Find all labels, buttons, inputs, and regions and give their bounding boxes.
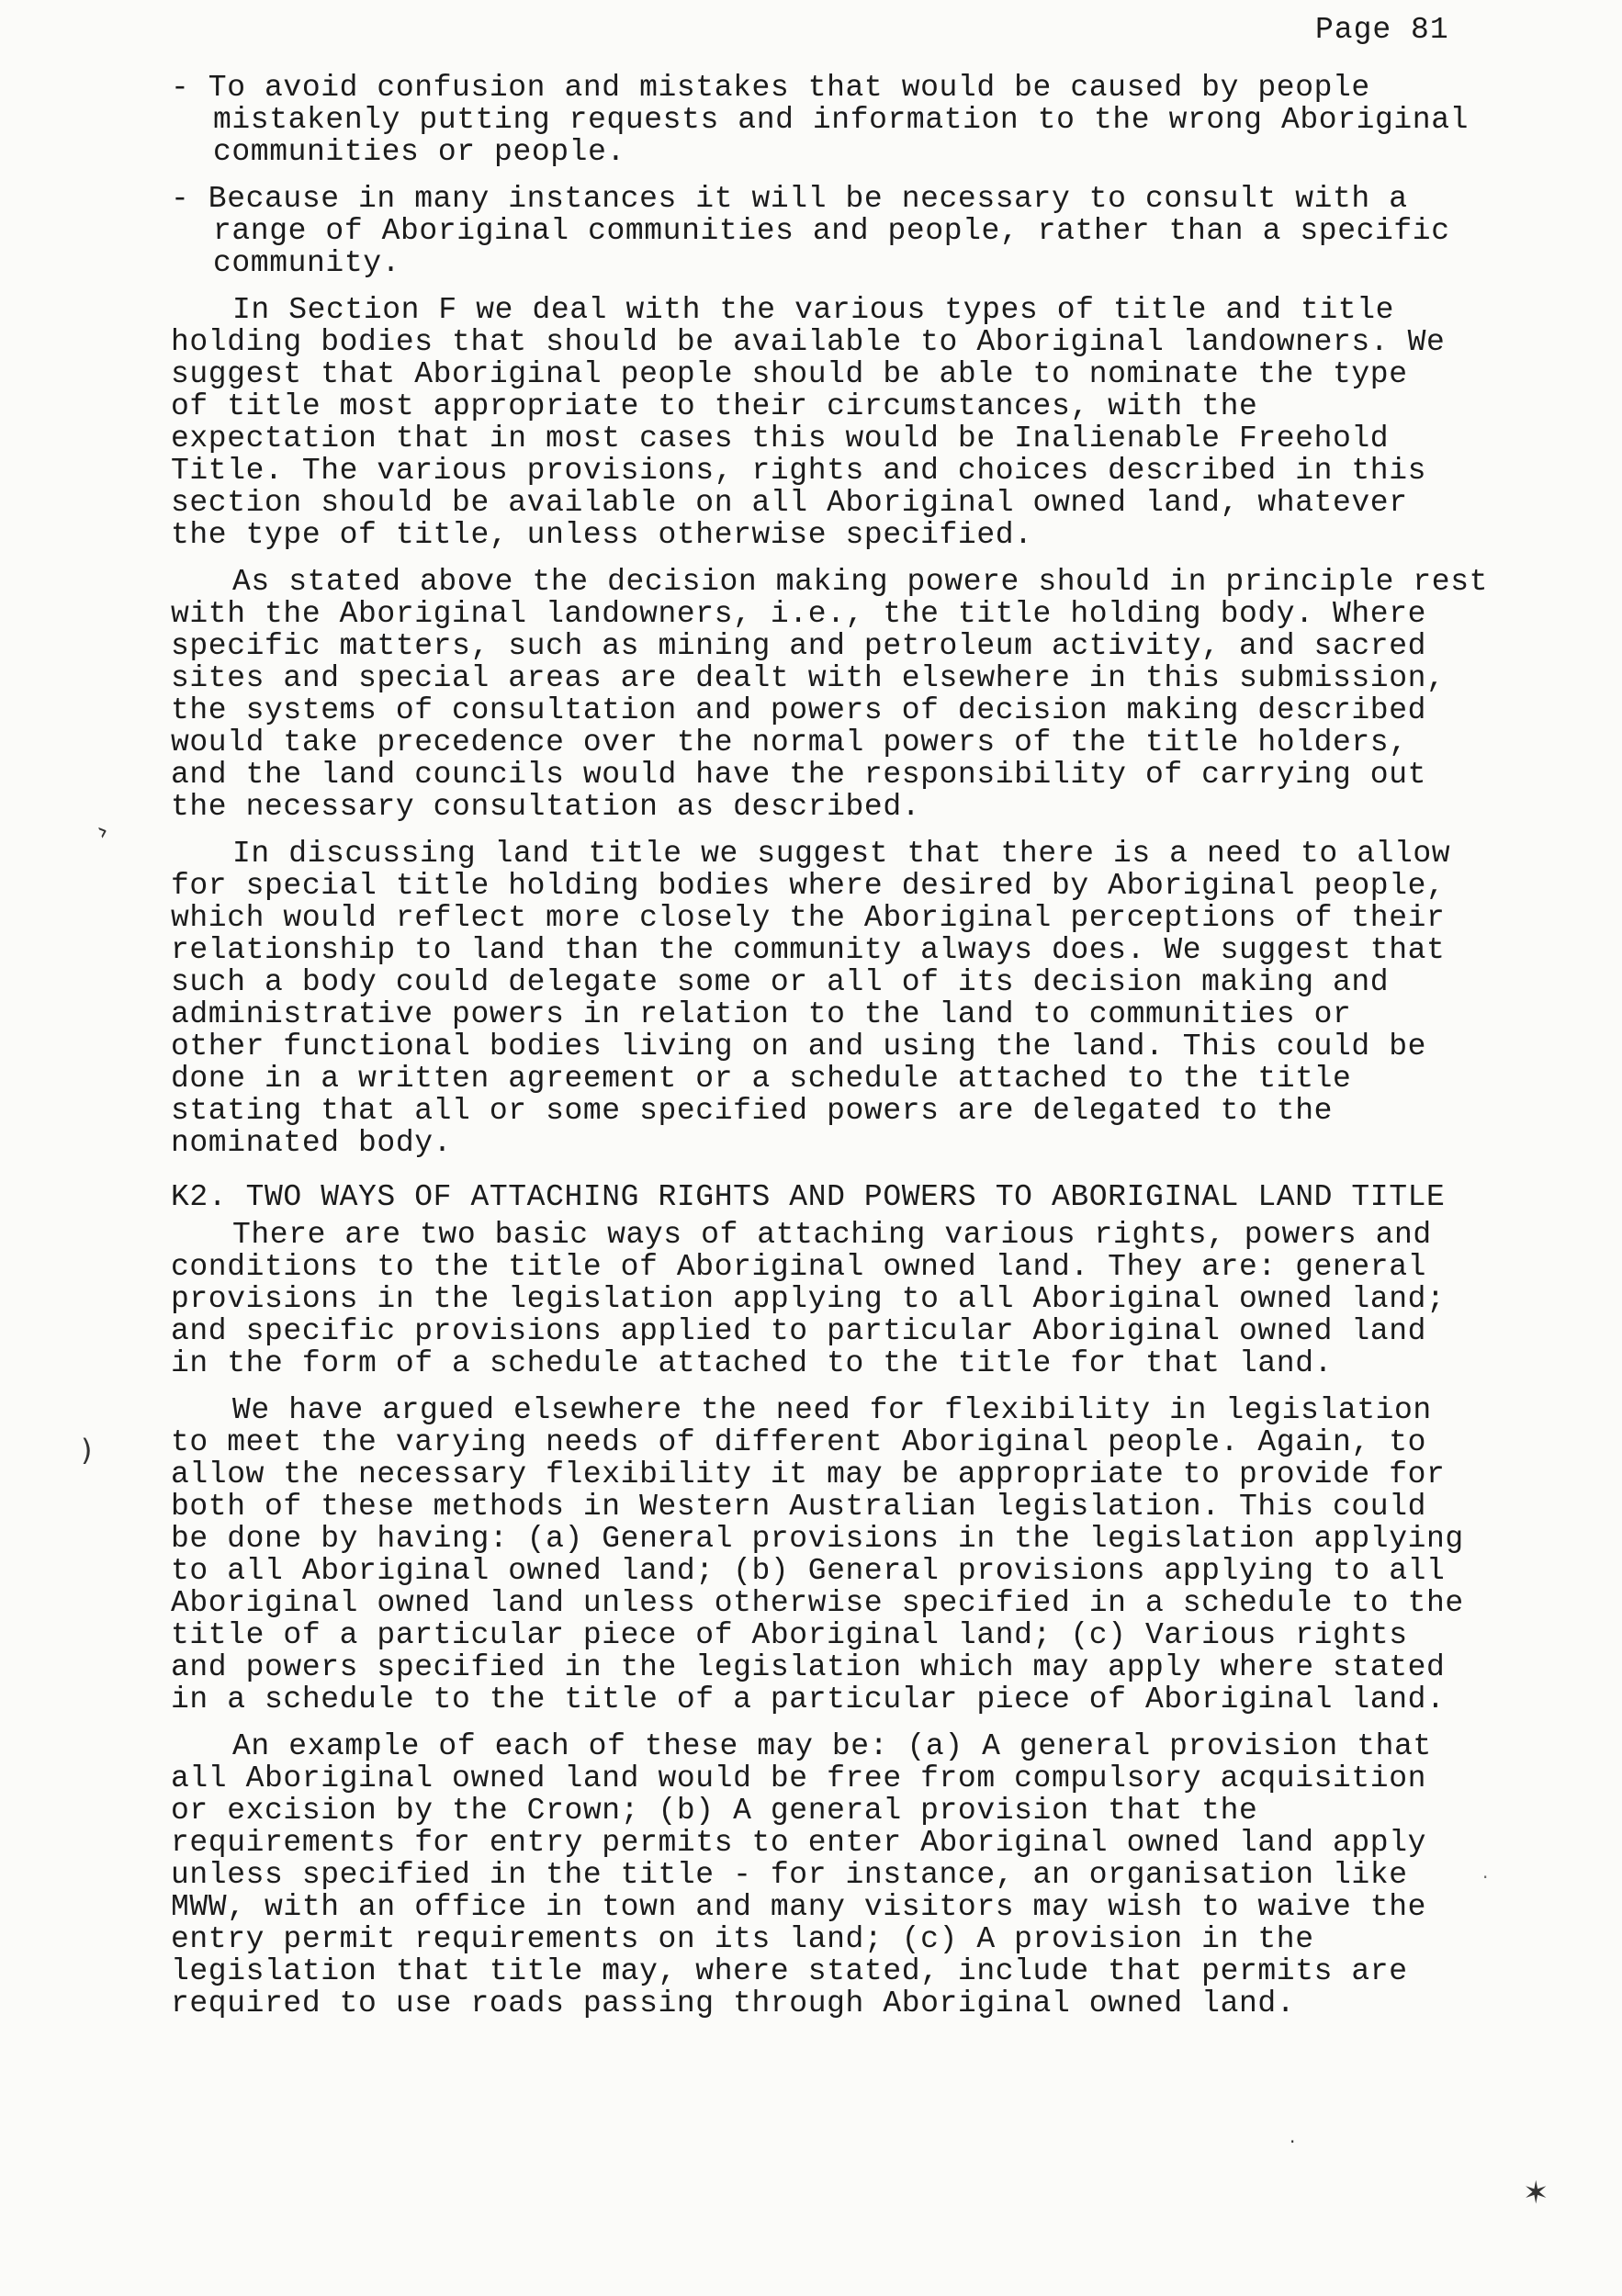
text-line: conditions to the title of Aboriginal owned land. They are: general xyxy=(171,1250,1427,1284)
scan-mark: ) xyxy=(81,1433,93,1468)
text-line: unless specified in the title - for instance, an organisation like xyxy=(171,1858,1408,1892)
text-line: all Aboriginal owned land would be free from compulsory acquisition xyxy=(171,1761,1427,1795)
scan-mark: · xyxy=(1482,1866,1489,1888)
text-line: other functional bodies living on and using the land. This could be xyxy=(171,1030,1427,1064)
paragraph xyxy=(171,1219,1576,1379)
text-line: the type of title, unless otherwise specified. xyxy=(171,518,1033,552)
text-line: title of a particular piece of Aboriginal land; (c) Various rights xyxy=(171,1618,1408,1652)
ink-smudge-icon: ✶ xyxy=(1523,2175,1549,2212)
text-line: In Section F we deal with the various types of title and title xyxy=(232,293,1394,327)
text-line: As stated above the decision making powere should in principle rest xyxy=(232,565,1489,599)
text-line: administrative powers in relation to the land to communities or xyxy=(171,997,1352,1031)
text-line: mistakenly putting requests and information to the wrong Aboriginal xyxy=(213,103,1470,137)
text-line: in the form of a schedule attached to the title for that land. xyxy=(171,1346,1333,1380)
text-line: community. xyxy=(213,246,401,280)
text-line: of title most appropriate to their circumstances, with the xyxy=(171,389,1258,423)
paragraph xyxy=(171,1394,1576,1716)
text-line: In discussing land title we suggest that there is a need to allow xyxy=(232,837,1451,871)
text-line: requirements for entry permits to enter Aboriginal owned land apply xyxy=(171,1826,1427,1860)
text-line: There are two basic ways of attaching various rights, powers and xyxy=(232,1218,1432,1252)
text-line: such a body could delegate some or all of its decision making and xyxy=(171,965,1390,999)
text-line: expectation that in most cases this would be Inalienable Freehold xyxy=(171,422,1390,456)
text-line: MWW, with an office in town and many visitors may wish to waive the xyxy=(171,1890,1427,1924)
text-line: allow the necessary flexibility it may be appropriate to provide for xyxy=(171,1458,1446,1491)
text-line: and powers specified in the legislation which may apply where stated xyxy=(171,1650,1446,1684)
paragraph xyxy=(171,838,1576,1159)
text-line: suggest that Aboriginal people should be able to nominate the type xyxy=(171,357,1408,391)
text-line: would take precedence over the normal powers of the title holders, xyxy=(171,726,1408,760)
text-line: section should be available on all Aboriginal owned land, whatever xyxy=(171,486,1408,520)
text-line: communities or people. xyxy=(213,135,625,169)
text-line: legislation that title may, where stated, include that permits are xyxy=(171,1954,1408,1988)
scan-mark: › xyxy=(92,815,113,847)
text-line: the necessary consultation as described. xyxy=(171,790,921,824)
text-line: both of these methods in Western Australian legislation. This could xyxy=(171,1490,1427,1524)
text-line: range of Aboriginal communities and people, rather than a specific xyxy=(213,214,1450,248)
text-line: provisions in the legislation applying to all Aboriginal owned land; xyxy=(171,1282,1446,1316)
text-line: sites and special areas are dealt with elsewhere in this submission, xyxy=(171,661,1446,695)
text-line: required to use roads passing through Aboriginal owned land. xyxy=(171,1986,1296,2020)
paragraph xyxy=(171,566,1576,823)
text-line: with the Aboriginal landowners, i.e., the title holding body. Where xyxy=(171,597,1427,631)
section-heading-text: K2. TWO WAYS OF ATTACHING RIGHTS AND POWERS TO ABORIGINAL LAND TITLE xyxy=(171,1180,1446,1214)
text-line: to meet the varying needs of different Aboriginal people. Again, to xyxy=(171,1425,1427,1459)
text-line: done in a written agreement or a schedule attached to the title xyxy=(171,1062,1352,1096)
text-line: be done by having: (a) General provisions in the legislation applying xyxy=(171,1522,1464,1556)
text-line: in a schedule to the title of a particular piece of Aboriginal land. xyxy=(171,1683,1446,1716)
bullet-item xyxy=(171,72,1576,168)
paragraph xyxy=(171,294,1576,551)
text-line: stating that all or some specified powers are delegated to the xyxy=(171,1094,1333,1128)
scan-mark: · xyxy=(1290,2131,1296,2153)
section-heading xyxy=(171,1181,1576,1213)
bullet-item xyxy=(171,183,1576,279)
text-line: holding bodies that should be available to Aboriginal landowners. We xyxy=(171,325,1446,359)
text-line: - To avoid confusion and mistakes that would be caused by people xyxy=(171,71,1370,105)
text-line: Title. The various provisions, rights and choices described in this xyxy=(171,454,1427,488)
paragraph xyxy=(171,1730,1576,2020)
text-line: to all Aboriginal owned land; (b) General provisions applying to all xyxy=(171,1554,1446,1588)
text-line: or excision by the Crown; (b) A general provision that the xyxy=(171,1794,1258,1828)
text-line: and the land councils would have the responsibility of carrying out xyxy=(171,758,1427,792)
text-line: which would reflect more closely the Aboriginal perceptions of their xyxy=(171,901,1446,935)
text-line: relationship to land than the community always does. We suggest that xyxy=(171,933,1446,967)
text-line: We have argued elsewhere the need for flexibility in legislation xyxy=(232,1393,1432,1427)
text-line: for special title holding bodies where desired by Aboriginal people, xyxy=(171,869,1446,903)
text-line: Aboriginal owned land unless otherwise specified in a schedule to the xyxy=(171,1586,1464,1620)
document-body xyxy=(171,72,1576,2034)
text-line: - Because in many instances it will be necessary to consult with a xyxy=(171,182,1408,216)
text-line: entry permit requirements on its land; (c) A provision in the xyxy=(171,1922,1314,1956)
text-line: the systems of consultation and powers of decision making described xyxy=(171,693,1427,727)
text-line: nominated body. xyxy=(171,1126,453,1160)
page-number: Page 81 xyxy=(1315,13,1449,47)
text-line: An example of each of these may be: (a) A general provision that xyxy=(232,1729,1432,1763)
text-line: specific matters, such as mining and petroleum activity, and sacred xyxy=(171,629,1427,663)
text-line: and specific provisions applied to particular Aboriginal owned land xyxy=(171,1314,1427,1348)
